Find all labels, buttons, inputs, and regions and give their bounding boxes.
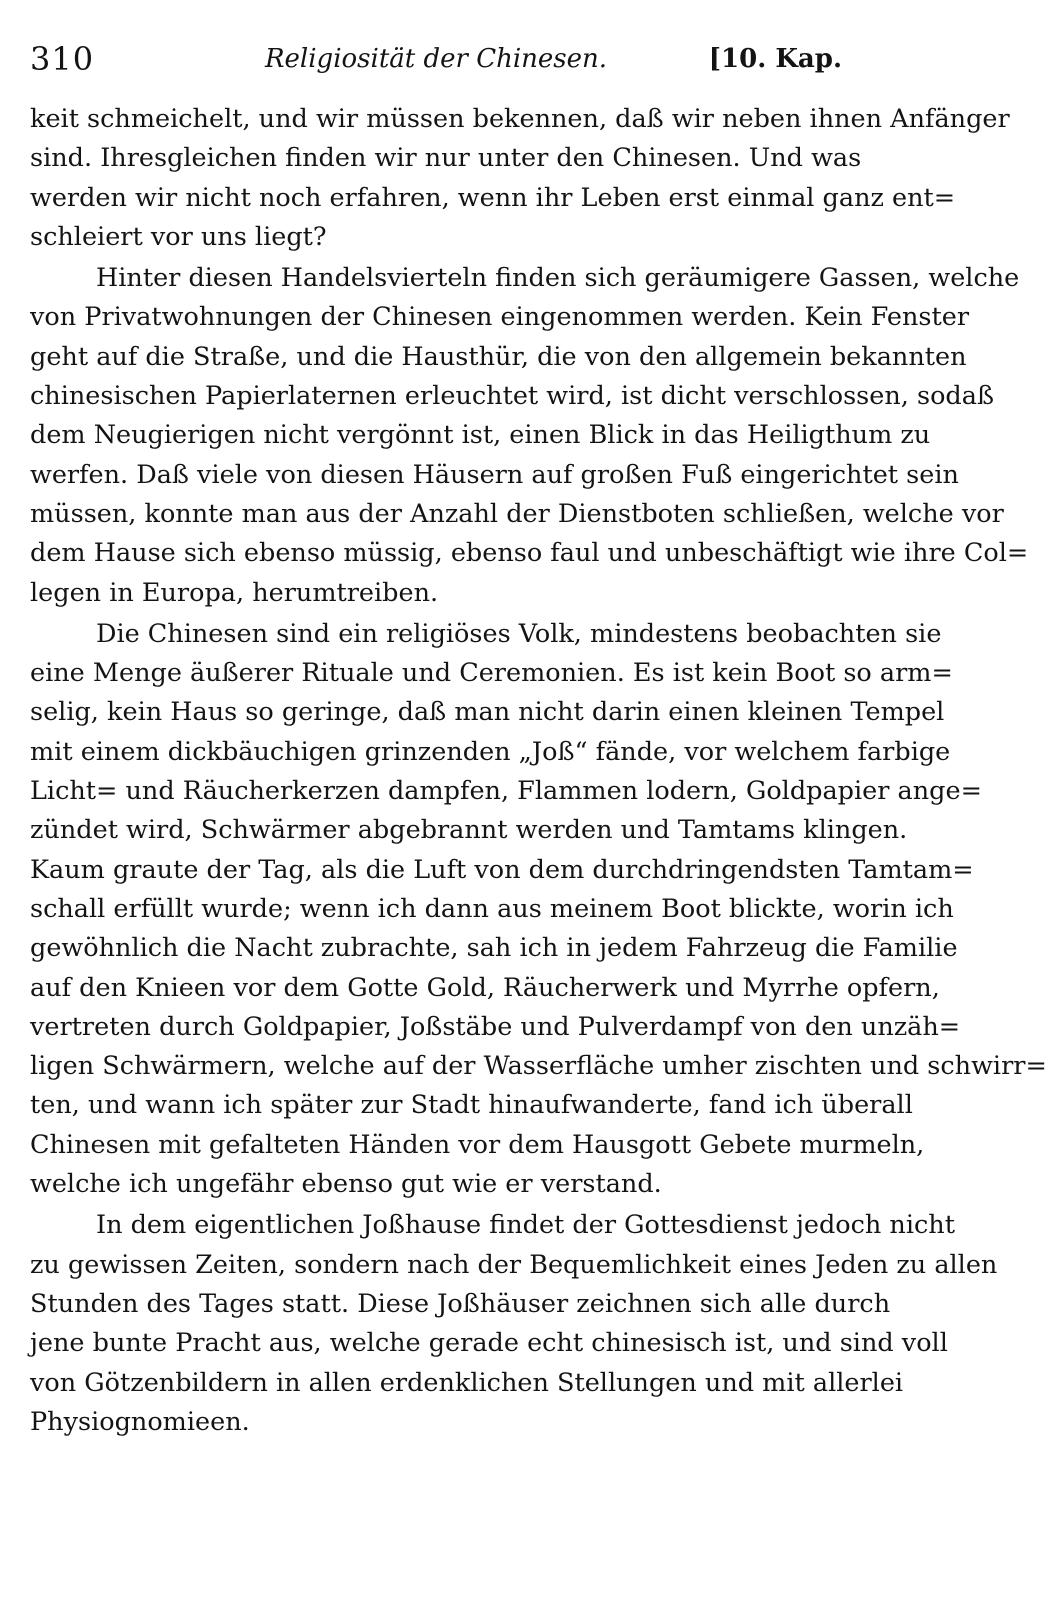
text-line: legen in Europa, herumtreiben.: [30, 577, 439, 608]
text-line: auf den Knieen vor dem Gotte Gold, Räucherwerk und Myrrhe opfern,: [30, 972, 940, 1003]
page-header: [30, 40, 842, 84]
text-line: werden wir nicht noch erfahren, wenn ihr Leben erst einmal ganz ent=: [30, 182, 956, 213]
paragraph: [30, 100, 1010, 257]
text-line: jene bunte Pracht aus, welche gerade echt chinesisch ist, und sind voll: [30, 1328, 948, 1359]
text-line: In dem eigentlichen Joßhause findet der Gottesdienst jedoch nicht: [96, 1210, 955, 1241]
text-line: welche ich ungefähr ebenso gut wie er verstand.: [30, 1169, 662, 1200]
text-line: Hinter diesen Handelsvierteln finden sich geräumigere Gassen, welche: [96, 263, 1020, 294]
text-line: werfen. Daß viele von diesen Häusern auf großen Fuß eingerichtet sein: [30, 459, 959, 490]
text-line: ligen Schwärmern, welche auf der Wasserfläche umher zischten und schwirr=: [30, 1051, 1047, 1082]
page-body: [30, 100, 1047, 1442]
text-line: mit einem dickbäuchigen grinzenden „Joß“ fände, vor welchem farbige: [30, 736, 951, 767]
text-line: selig, kein Haus so geringe, daß man nicht darin einen kleinen Tempel: [30, 697, 945, 728]
text-line: geht auf die Straße, und die Hausthür, die von den allgemein bekannten: [30, 341, 967, 372]
text-line: müssen, konnte man aus der Anzahl der Dienstboten schließen, welche vor: [30, 498, 1004, 529]
text-line: zu gewissen Zeiten, sondern nach der Bequemlichkeit eines Jeden zu allen: [30, 1249, 998, 1280]
text-line: dem Neugierigen nicht vergönnt ist, einen Blick in das Heiligthum zu: [30, 420, 931, 451]
text-line: schleiert vor uns liegt?: [30, 221, 327, 252]
text-line: von Götzenbildern in allen erdenklichen Stellungen und mit allerlei: [30, 1367, 904, 1398]
text-line: keit schmeichelt, und wir müssen bekennen, daß wir neben ihnen Anfänger: [30, 104, 1010, 134]
chapter-reference: [10. Kap.: [708, 44, 842, 74]
text-line: vertreten durch Goldpapier, Joßstäbe und Pulverdampf von den unzäh=: [30, 1011, 961, 1042]
text-line: eine Menge äußerer Rituale und Ceremonien. Es ist kein Boot so arm=: [30, 658, 953, 689]
text-line: von Privatwohnungen der Chinesen eingenommen werden. Kein Fenster: [30, 302, 970, 333]
page-number: 310: [30, 40, 95, 78]
text-line: chinesischen Papierlaternen erleuchtet wird, ist dicht verschlossen, sodaß: [30, 381, 994, 412]
text-line: Chinesen mit gefalteten Händen vor dem Hausgott Gebete murmeln,: [30, 1129, 925, 1160]
text-line: zündet wird, Schwärmer abgebrannt werden und Tamtams klingen.: [30, 815, 908, 846]
text-line: schall erfüllt wurde; wenn ich dann aus meinem Boot blickte, worin ich: [30, 893, 954, 924]
text-line: Licht= und Räucherkerzen dampfen, Flammen lodern, Goldpapier ange=: [30, 776, 982, 807]
text-line: Die Chinesen sind ein religiöses Volk, mindestens beobachten sie: [96, 618, 942, 649]
text-line: ten, und wann ich später zur Stadt hinaufwanderte, fand ich überall: [30, 1090, 913, 1121]
running-head: Religiosität der Chinesen.: [264, 44, 608, 74]
text-line: Stunden des Tages statt. Diese Joßhäuser zeichnen sich alle durch: [30, 1288, 891, 1319]
paragraph: [30, 615, 1047, 1204]
text-line: dem Hause sich ebenso müssig, ebenso faul und unbeschäftigt wie ihre Col=: [30, 538, 1029, 569]
text-line: Kaum graute der Tag, als die Luft von dem durchdringendsten Tamtam=: [30, 854, 974, 885]
text-line: sind. Ihresgleichen finden wir nur unter den Chinesen. Und was: [30, 143, 862, 174]
text-line: Physiognomieen.: [30, 1406, 250, 1437]
paragraph: [30, 1206, 998, 1442]
paragraph: [30, 259, 1029, 613]
text-line: gewöhnlich die Nacht zubrachte, sah ich in jedem Fahrzeug die Familie: [30, 933, 958, 964]
